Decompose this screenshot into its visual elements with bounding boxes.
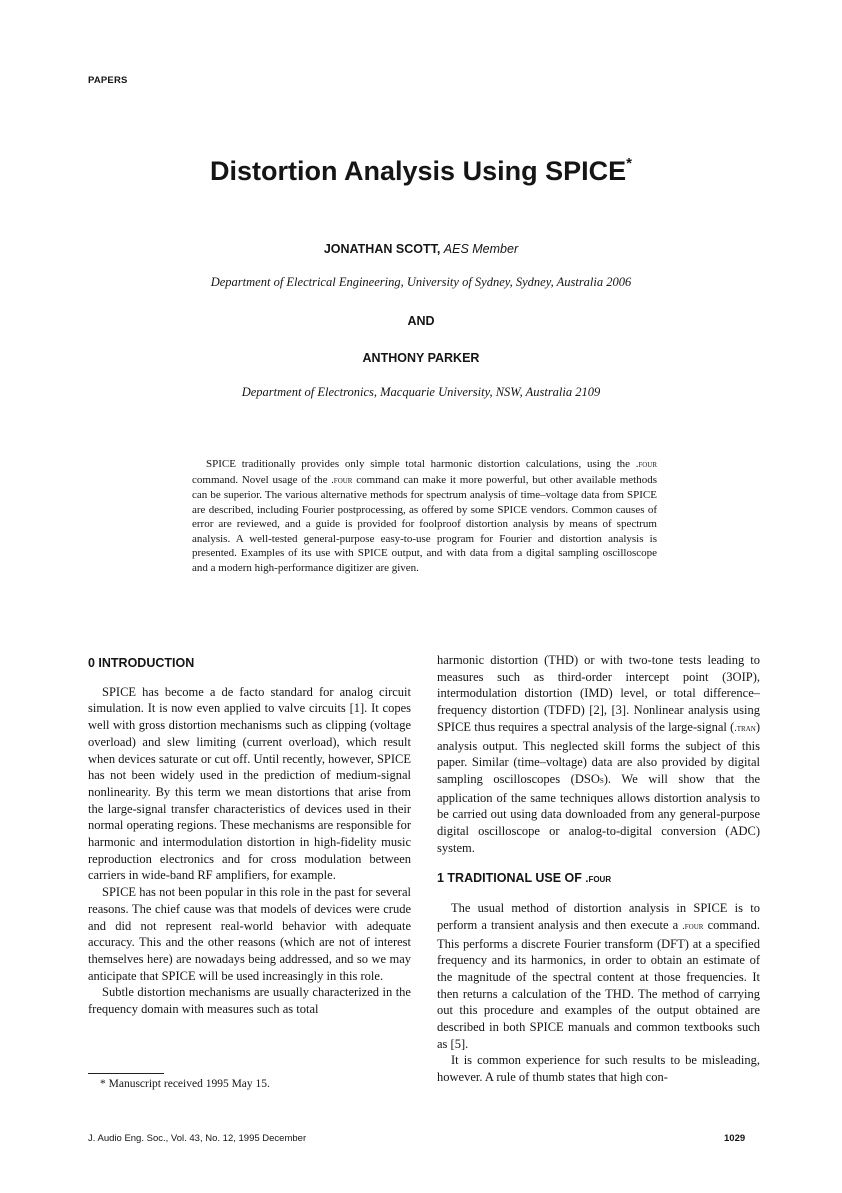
author-1-name: JONATHAN SCOTT, <box>323 242 441 256</box>
title-footnote-mark: * <box>626 155 632 172</box>
section-heading-text: 1 TRADITIONAL USE OF <box>437 871 586 886</box>
title-text: Distortion Analysis Using SPICE <box>210 156 627 186</box>
section-heading-command: .four <box>585 873 612 886</box>
traditional-text-1: The usual method of distortion analysis in SPICE is to perform a transient analysis and then execute a <box>437 901 760 932</box>
abstract-text-2: command. Novel usage of the <box>192 473 332 486</box>
abstract-command-2: .four <box>331 474 353 486</box>
abstract <box>192 457 657 575</box>
page-number: 1029 <box>724 1133 746 1144</box>
journal-citation: J. Audio Eng. Soc., Vol. 43, No. 12, 1995 December <box>88 1133 307 1144</box>
traditional-paragraph-2: It is common experience for such results to be misleading, however. A rule of thumb states that high con- <box>437 1053 760 1085</box>
continuation-text-3: ). We will show that the application of the same techniques allows distortion analysis to be carried out using data downloaded from any general-purpose digital oscilloscope or analog-to-digital conversion (ADC) system. <box>437 771 760 855</box>
author-2 <box>0 351 842 365</box>
continuation-plural-s: s <box>599 774 604 786</box>
intro-paragraph-1: SPICE has become a de facto standard for analog circuit simulation. It is now even applied to valve circuits [1]. It copes well with gross distortion mechanisms such as clipping (voltage overload) and slew limiting (current overload), which result when devices saturate or cut off. Until recently, however, SPICE has not been widely used in the prediction of medium-signal nonlinearity. By this term we mean distortions that arise from the large-signal transfer characteristics of devices used in their normal operating regions. These mechanisms are responsible for harmonic and intermodulation distortion in high-fidelity music reproduction electronics and for cross modulation between carriers in wide-band RF amplifiers, for example. <box>88 684 411 883</box>
traditional-text-2: command. This performs a discrete Fourier transform (DFT) at a specified frequency and its harmonics, in order to obtain an estimate of the magnitude of the spectral content at those frequencies. It then returns a calculation of the THD. The method of carrying out this procedure and examples of the output obtained are described in both SPICE manuals and common textbooks such as [5]. <box>437 917 760 1051</box>
intro-continuation <box>437 652 760 856</box>
left-column <box>88 655 411 1018</box>
continuation-text-1: harmonic distortion (THD) or with two-tone tests leading to measures such as third-order intercept point (3OIP), intermodulation distortion (IMD) level, or total difference–frequency distortion (TDFD) [2], [3]. Nonlinear analysis using SPICE thus requires a spectral analysis of the large-signal ( <box>437 653 760 734</box>
abstract-command-1: .four <box>635 459 657 470</box>
intro-paragraph-2: SPICE has not been popular in this role in the past for several reasons. The chief cause was that models of devices were crude and did not represent real-world behavior with adequate accuracy. This and the other reasons (which are not of interest themselves here) are nowadays being addressed, and so we may anticipate that SPICE will be used increasingly in this role. <box>88 885 411 983</box>
paper-title <box>0 156 842 187</box>
author-1-affiliation: Department of Electrical Engineering, University of Sydney, Sydney, Australia 2006 <box>210 275 632 289</box>
footnote: * Manuscript received 1995 May 15. <box>100 1078 270 1090</box>
author-conjunction: AND <box>407 314 435 328</box>
section-heading-introduction: 0 INTRODUCTION <box>88 656 195 670</box>
traditional-paragraph-1 <box>437 900 760 1052</box>
footnote-rule <box>88 1073 164 1074</box>
continuation-text-2: ) analysis output. This neglected skill forms the subject of this paper. Similar (time–voltage) data are also provided by digital sampling oscilloscopes (DSO <box>437 719 760 786</box>
section-heading-traditional-use <box>437 870 760 888</box>
tran-command: .tran <box>734 722 756 734</box>
right-column <box>437 652 760 1086</box>
author-2-affiliation: Department of Electronics, Macquarie University, NSW, Australia 2109 <box>241 385 601 399</box>
author-2-name: ANTHONY PARKER <box>362 351 480 365</box>
author-1 <box>0 242 842 256</box>
section-label: PAPERS <box>88 75 128 86</box>
abstract-text-1: SPICE traditionally provides only simple total harmonic distortion calculations, using the <box>206 458 636 470</box>
four-command: .four <box>682 920 704 932</box>
author-1-membership: AES Member <box>443 242 519 256</box>
abstract-text-3: command can make it more powerful, but other available methods can be superior. The various alternative methods for spectrum analysis of time–voltage data from SPICE are described, including Fourier postprocessing, as offered by some SPICE vendors. Common causes of error are reviewed, and a guide is provided for foolproof distortion analysis by means of spectrum analysis. A well-tested general-purpose easy-to-use program for Fourier and distortion analysis is presented. Examples of its use with SPICE output, and with data from a digital sampling oscilloscope and a modern high-performance digitizer are given. <box>192 473 658 574</box>
intro-paragraph-3: Subtle distortion mechanisms are usually characterized in the frequency domain with measures such as total <box>88 985 411 1017</box>
